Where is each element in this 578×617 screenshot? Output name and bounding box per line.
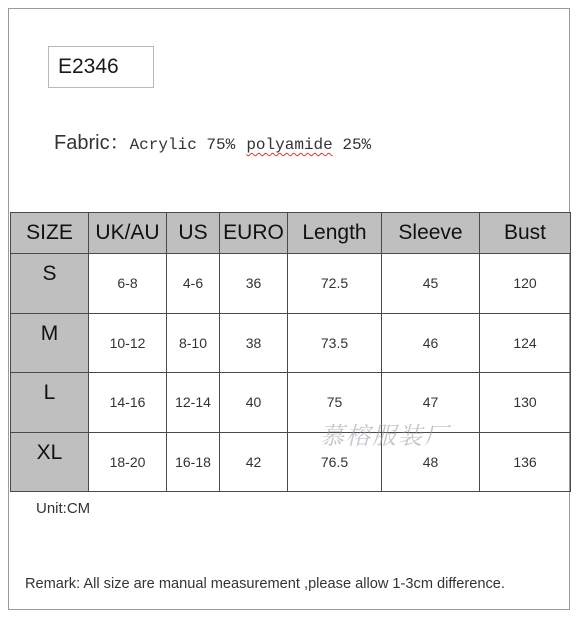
size-chart-table (10, 212, 571, 492)
fabric-acrylic: Acrylic 75% (129, 136, 236, 154)
header-bust: Bust (480, 213, 571, 254)
table-row (11, 254, 571, 314)
us-cell: 16-18 (167, 432, 220, 492)
table-header-row (11, 213, 571, 254)
uk-au-cell: 18-20 (89, 432, 167, 492)
header-length: Length (288, 213, 382, 254)
size-cell: M (11, 313, 89, 373)
bust-cell: 120 (480, 254, 571, 314)
fabric-polyamide: polyamide (246, 136, 333, 154)
size-cell: S (11, 254, 89, 314)
euro-cell: 38 (220, 313, 288, 373)
sleeve-cell: 46 (382, 313, 480, 373)
bust-cell: 136 (480, 432, 571, 492)
length-cell: 73.5 (288, 313, 382, 373)
table-row (11, 373, 571, 433)
euro-cell: 40 (220, 373, 288, 433)
uk-au-cell: 14-16 (89, 373, 167, 433)
size-cell: L (11, 373, 89, 433)
length-cell: 72.5 (288, 254, 382, 314)
header-uk-au: UK/AU (89, 213, 167, 254)
header-size: SIZE (11, 213, 89, 254)
bust-cell: 130 (480, 373, 571, 433)
us-cell: 12-14 (167, 373, 220, 433)
fabric-polyamide-pct: 25% (332, 136, 372, 154)
length-cell: 76.5 (288, 432, 382, 492)
table-row (11, 313, 571, 373)
fabric-line (54, 126, 371, 155)
uk-au-cell: 6-8 (89, 254, 167, 314)
header-sleeve: Sleeve (382, 213, 480, 254)
table-row (11, 432, 571, 492)
bust-cell: 124 (480, 313, 571, 373)
sleeve-cell: 45 (382, 254, 480, 314)
euro-cell: 42 (220, 432, 288, 492)
us-cell: 8-10 (167, 313, 220, 373)
unit-label: Unit:CM (36, 500, 91, 517)
length-cell: 75 (288, 373, 382, 433)
us-cell: 4-6 (167, 254, 220, 314)
fabric-label: Fabric： (54, 132, 130, 154)
remark-text: Remark: All size are manual measurement ,please allow 1-3cm difference. (25, 576, 505, 592)
watermark: 慕榕服装厂 (320, 422, 450, 450)
product-code: E2346 (48, 46, 154, 88)
size-cell: XL (11, 432, 89, 492)
sleeve-cell: 48 (382, 432, 480, 492)
sleeve-cell: 47 (382, 373, 480, 433)
uk-au-cell: 10-12 (89, 313, 167, 373)
header-euro: EURO (220, 213, 288, 254)
euro-cell: 36 (220, 254, 288, 314)
header-us: US (167, 213, 220, 254)
